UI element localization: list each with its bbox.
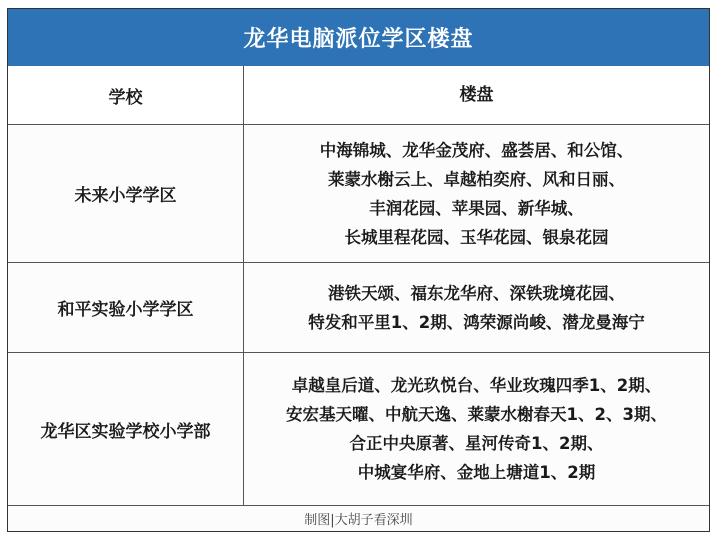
property-list <box>244 263 709 352</box>
school-name: 和平实验小学学区 <box>8 263 244 352</box>
property-line: 卓越皇后道、龙光玖悦台、华业玫瑰四季1、2期、 <box>291 376 662 395</box>
header-school: 学校 <box>8 66 244 124</box>
school-name: 龙华区实验学校小学部 <box>8 353 244 505</box>
table-row <box>8 263 709 353</box>
header-properties: 楼盘 <box>459 84 494 105</box>
property-list <box>244 125 709 262</box>
table-header-row <box>8 66 709 125</box>
property-line: 丰润花园、苹果园、新华城、 <box>369 198 584 218</box>
property-line: 港铁天颂、福东龙华府、深铁珑境花园、 <box>328 283 625 303</box>
property-line: 特发和平里1、2期、鸿荣源尚峻、潜龙曼海宁 <box>308 312 645 332</box>
property-line: 中海锦城、龙华金茂府、盛荟居、和公馆、 <box>319 140 634 160</box>
school-name: 未来小学学区 <box>8 125 244 262</box>
table-row <box>8 125 709 263</box>
property-list <box>244 353 709 505</box>
property-line: 长城里程花园、玉华花园、银泉花园 <box>344 227 609 247</box>
school-district-table <box>7 8 710 532</box>
property-line: 安宏基天曜、中航天逸、莱蒙水榭春天1、2、3期、 <box>286 405 667 424</box>
property-line: 莱蒙水榭云上、卓越柏奕府、风和日丽、 <box>328 169 625 189</box>
property-line: 合正中央原著、星河传奇1、2期、 <box>349 434 604 453</box>
credit-footer: 制图|大胡子看深圳 <box>304 513 413 528</box>
table-title: 龙华电脑派位学区楼盘 <box>8 9 709 67</box>
property-line: 中城宴华府、金地上塘道1、2期 <box>357 463 596 482</box>
table-row <box>8 353 709 506</box>
